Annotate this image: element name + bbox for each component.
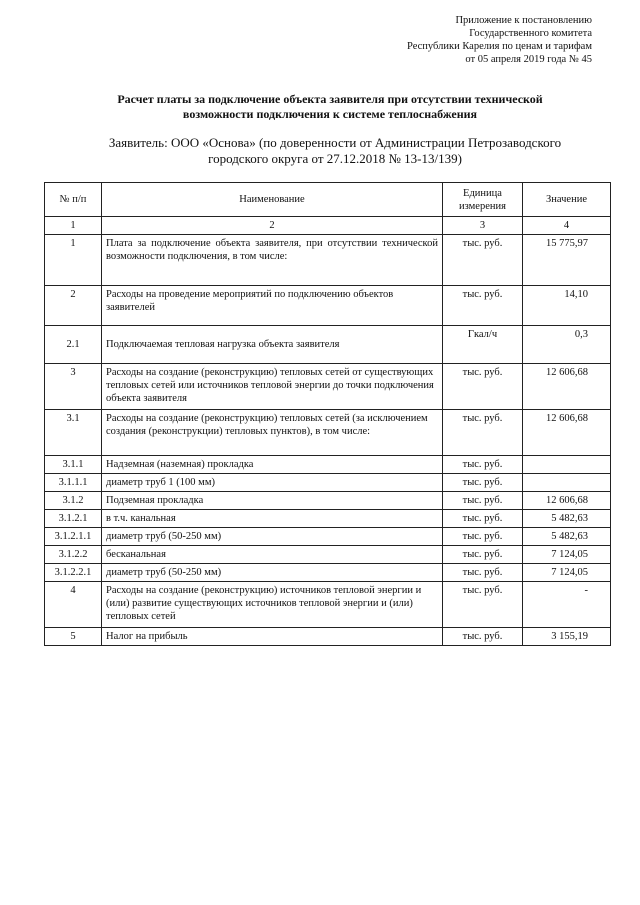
row-num: 1 xyxy=(45,235,102,286)
table-header-row xyxy=(45,183,611,217)
table-row xyxy=(45,546,611,564)
table-row xyxy=(45,326,611,364)
row-unit: тыс. руб. xyxy=(443,474,523,492)
row-value: 5 482,63 xyxy=(523,510,611,528)
header-unit: Единица измерения xyxy=(443,183,523,217)
index-row xyxy=(45,217,611,235)
row-unit: тыс. руб. xyxy=(443,546,523,564)
appendix-line: Государственного комитета xyxy=(469,28,592,39)
index-cell: 4 xyxy=(523,217,611,235)
table-row xyxy=(45,564,611,582)
row-name: Расходы на создание (реконструкцию) тепловых сетей (за исключением создания (реконструкции) тепловых пунктов), в том числе: xyxy=(102,410,443,456)
applicant-line: городского округа от 27.12.2018 № 13-13/139) xyxy=(208,151,462,166)
row-value: 12 606,68 xyxy=(523,410,611,456)
row-value: 0,3 xyxy=(523,326,611,364)
fee-calculation-table xyxy=(44,182,611,646)
applicant-line: Заявитель: ООО «Основа» (по доверенности от Администрации Петрозаводского xyxy=(108,135,562,150)
row-value: 12 606,68 xyxy=(523,364,611,410)
row-name: бесканальная xyxy=(102,546,443,564)
row-value xyxy=(523,456,611,474)
row-num: 3.1.2.1.1 xyxy=(45,528,102,546)
row-value: 5 482,63 xyxy=(523,528,611,546)
appendix-line: Республики Карелия по ценам и тарифам xyxy=(407,41,592,52)
row-unit: тыс. руб. xyxy=(443,456,523,474)
row-value: 12 606,68 xyxy=(523,492,611,510)
row-unit: тыс. руб. xyxy=(443,235,523,286)
row-name: Расходы на создание (реконструкцию) источников тепловой энергии и (или) развитие существующих источников тепловой энергии и (или) тепловых сетей xyxy=(102,582,443,628)
table-row xyxy=(45,528,611,546)
table-row xyxy=(45,456,611,474)
row-num: 3.1.2.2.1 xyxy=(45,564,102,582)
row-unit: тыс. руб. xyxy=(443,564,523,582)
index-cell: 3 xyxy=(443,217,523,235)
row-name: диаметр труб 1 (100 мм) xyxy=(102,474,443,492)
row-unit: Гкал/ч xyxy=(443,326,523,364)
row-num: 3.1.1.1 xyxy=(45,474,102,492)
table-row xyxy=(45,235,611,286)
row-value: 7 124,05 xyxy=(523,564,611,582)
appendix-line: от 05 апреля 2019 года № 45 xyxy=(465,54,592,65)
header-value: Значение xyxy=(523,183,611,217)
row-num: 2.1 xyxy=(45,326,102,364)
table-row xyxy=(45,410,611,456)
row-name: Надземная (наземная) прокладка xyxy=(102,456,443,474)
table-row xyxy=(45,364,611,410)
row-value: 15 775,97 xyxy=(523,235,611,286)
header-name: Наименование xyxy=(102,183,443,217)
row-unit: тыс. руб. xyxy=(443,510,523,528)
row-unit: тыс. руб. xyxy=(443,492,523,510)
title-line: возможности подключения к системе теплоснабжения xyxy=(182,107,478,121)
row-name: диаметр труб (50-250 мм) xyxy=(102,564,443,582)
row-unit: тыс. руб. xyxy=(443,364,523,410)
header-num: № п/п xyxy=(45,183,102,217)
table-row xyxy=(45,628,611,646)
applicant-info xyxy=(90,135,580,167)
row-num: 3.1.2 xyxy=(45,492,102,510)
row-unit: тыс. руб. xyxy=(443,410,523,456)
table-row xyxy=(45,286,611,326)
row-unit: тыс. руб. xyxy=(443,528,523,546)
table-row xyxy=(45,474,611,492)
table-row xyxy=(45,582,611,628)
row-value: 3 155,19 xyxy=(523,628,611,646)
row-name: Налог на прибыль xyxy=(102,628,443,646)
row-num: 2 xyxy=(45,286,102,326)
index-cell: 2 xyxy=(102,217,443,235)
row-value: - xyxy=(523,582,611,628)
row-name: Расходы на проведение мероприятий по подключению объектов заявителей xyxy=(102,286,443,326)
row-name: Подключаемая тепловая нагрузка объекта заявителя xyxy=(102,326,443,364)
table-row xyxy=(45,510,611,528)
index-cell: 1 xyxy=(45,217,102,235)
row-name: Подземная прокладка xyxy=(102,492,443,510)
row-unit: тыс. руб. xyxy=(443,582,523,628)
row-num: 3.1.2.2 xyxy=(45,546,102,564)
row-num: 4 xyxy=(45,582,102,628)
row-name: Плата за подключение объекта заявителя, при отсутствии технической возможности подключения, в том числе: xyxy=(102,235,443,286)
row-name: Расходы на создание (реконструкцию) тепловых сетей от существующих тепловых сетей или источников тепловой энергии до точки подключения объекта заявителя xyxy=(102,364,443,410)
row-num: 3.1.2.1 xyxy=(45,510,102,528)
row-num: 5 xyxy=(45,628,102,646)
appendix-line: Приложение к постановлению xyxy=(455,15,592,26)
row-unit: тыс. руб. xyxy=(443,628,523,646)
appendix-reference xyxy=(332,14,592,66)
table-row xyxy=(45,492,611,510)
row-name: в т.ч. канальная xyxy=(102,510,443,528)
row-unit: тыс. руб. xyxy=(443,286,523,326)
row-num: 3.1 xyxy=(45,410,102,456)
row-num: 3.1.1 xyxy=(45,456,102,474)
row-num: 3 xyxy=(45,364,102,410)
row-value: 14,10 xyxy=(523,286,611,326)
document-title xyxy=(80,92,580,122)
row-value xyxy=(523,474,611,492)
row-name: диаметр труб (50-250 мм) xyxy=(102,528,443,546)
row-value: 7 124,05 xyxy=(523,546,611,564)
title-line: Расчет платы за подключение объекта заявителя при отсутствии технической xyxy=(117,92,543,106)
